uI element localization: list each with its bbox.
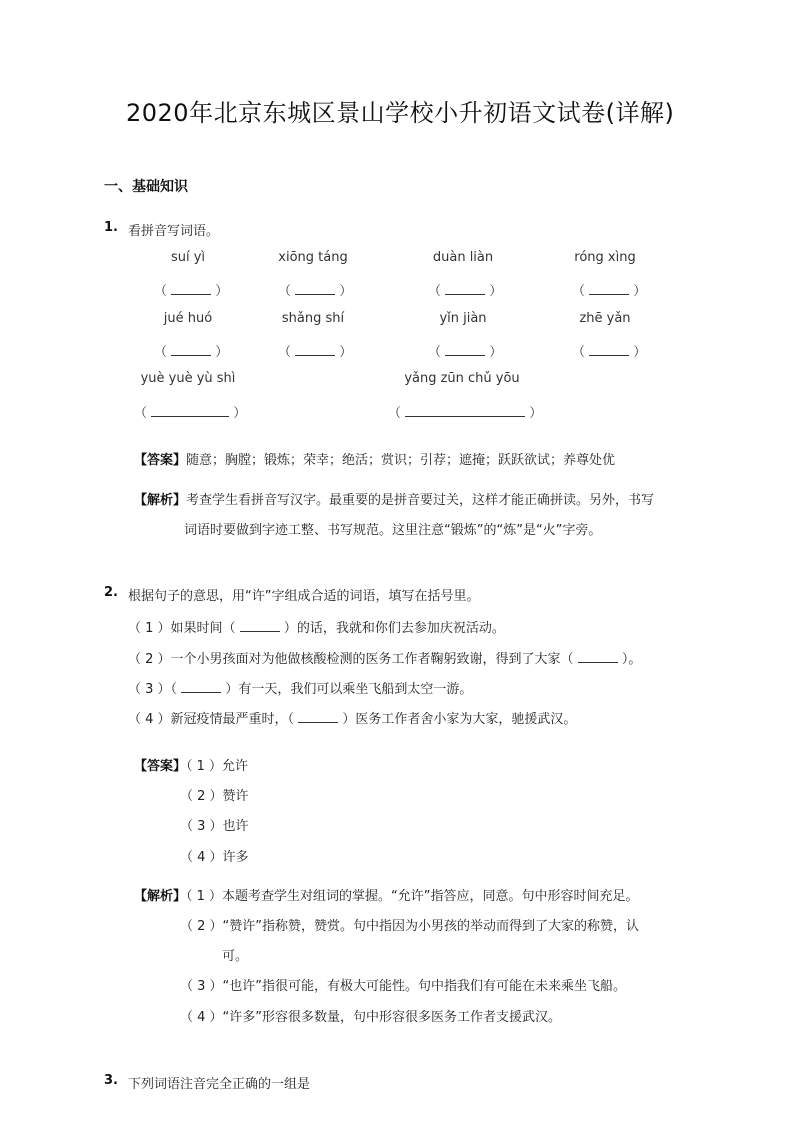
question-item — [128, 648, 641, 667]
item-text: ）有一天，我们可以乘坐飞船到太空一游。 — [225, 682, 473, 697]
question-item — [128, 617, 505, 636]
item-text: （ 2 ）一个小男孩面对为他做核酸检测的医务工作者鞠躬致谢，得到了大家（ — [128, 652, 574, 667]
pinyin-label: yǎng zūn chǔ yōu — [404, 371, 520, 386]
answer-text: 随意；胸膛；锻炼；荣幸；绝活；赏识；引荐；遮掩；跃跃欲试；养尊处优 — [186, 453, 616, 468]
answer-blank[interactable]: （ ） — [572, 345, 647, 360]
pinyin-label: suí yì — [170, 250, 206, 265]
analysis-text: （ 1 ）本题考查学生对组词的掌握。“允许”指答应，同意。句中形容时间充足。 — [186, 889, 639, 904]
question-item — [128, 708, 576, 727]
item-text: （ 4 ）新冠疫情最严重时，（ — [128, 712, 295, 727]
question-prompt: 看拼音写词语。 — [128, 224, 220, 239]
answer-label: 【答案】 — [134, 453, 187, 468]
analysis-text: （ 3 ）“也许”指很可能，有极大可能性。句中指我们有可能在未来乘坐飞船。 — [180, 979, 627, 994]
question-prompt: 下列词语注音完全正确的一组是 — [128, 1077, 311, 1092]
pinyin-label: róng xìng — [574, 250, 636, 265]
answer-blank[interactable]: （ ） — [428, 284, 503, 299]
answer-blank[interactable] — [240, 621, 280, 632]
item-text: ）。 — [621, 652, 642, 667]
answer-blank[interactable]: （ ） — [278, 284, 353, 299]
analysis-text: （ 4 ）“许多”形容很多数量，句中形容很多医务工作者支援武汉。 — [180, 1010, 562, 1025]
answer-blank[interactable]: （ ） — [154, 345, 229, 360]
answer-blank[interactable] — [578, 652, 618, 663]
document-title: 2020年北京东城区景山学校小升初语文试卷(详解) — [126, 99, 675, 127]
question-prompt: 根据句子的意思，用“许”字组成合适的词语，填写在括号里。 — [128, 589, 480, 604]
item-text: （ 3 ）（ — [128, 682, 178, 697]
answer-blank[interactable] — [298, 712, 338, 723]
answer-label: 【答案】 — [134, 759, 187, 774]
question-number: 2. — [104, 585, 118, 600]
answer-text: （ 4 ）许多 — [180, 850, 249, 865]
section-heading: 一、基础知识 — [104, 179, 188, 195]
pinyin-label: shǎng shí — [281, 311, 345, 326]
answer-blank[interactable]: （ ） — [572, 284, 647, 299]
question-number: 1. — [104, 220, 118, 235]
analysis-block — [134, 885, 639, 904]
answer-blank[interactable] — [181, 682, 221, 693]
pinyin-label: duàn liàn — [432, 250, 494, 265]
pinyin-label: zhē yǎn — [579, 311, 631, 326]
analysis-label: 【解析】 — [134, 889, 187, 904]
answer-blank[interactable]: （ ） — [278, 345, 353, 360]
pinyin-label: jué huó — [163, 311, 213, 326]
pinyin-label: yǐn jiàn — [439, 311, 487, 326]
answer-text: （ 3 ）也许 — [180, 819, 249, 834]
question-item — [128, 678, 472, 697]
answer-blank[interactable]: （ ） — [154, 284, 229, 299]
question-number: 3. — [104, 1073, 118, 1088]
item-text: ）医务工作者舍小家为大家，驰援武汉。 — [342, 712, 577, 727]
answer-blank[interactable]: （ ） — [388, 406, 543, 421]
item-text: ）的话，我就和你们去参加庆祝活动。 — [283, 621, 505, 636]
analysis-text: （ 2 ）“赞许”指称赞，赞赏。句中指因为小男孩的举动而得到了大家的称赞，认 — [180, 919, 640, 934]
analysis-text: 可。 — [222, 949, 249, 964]
answer-block — [134, 755, 248, 774]
analysis-block — [134, 489, 654, 508]
analysis-text: 考查学生看拼音写汉字。最重要的是拼音要过关，这样才能正确拼读。另外，书写 — [186, 493, 655, 508]
pinyin-label: yuè yuè yù shì — [140, 371, 236, 386]
answer-blank[interactable]: （ ） — [428, 345, 503, 360]
pinyin-label: xiōng táng — [278, 250, 348, 265]
answer-blank[interactable]: （ ） — [134, 406, 247, 421]
answer-text: （ 1 ）允许 — [186, 759, 249, 774]
analysis-label: 【解析】 — [134, 493, 187, 508]
answer-text: （ 2 ）赞许 — [180, 789, 249, 804]
answer-block — [134, 449, 615, 468]
item-text: （ 1 ）如果时间（ — [128, 621, 236, 636]
analysis-text: 词语时要做到字迹工整、书写规范。这里注意“锻炼”的“炼”是“火”字旁。 — [184, 523, 602, 538]
